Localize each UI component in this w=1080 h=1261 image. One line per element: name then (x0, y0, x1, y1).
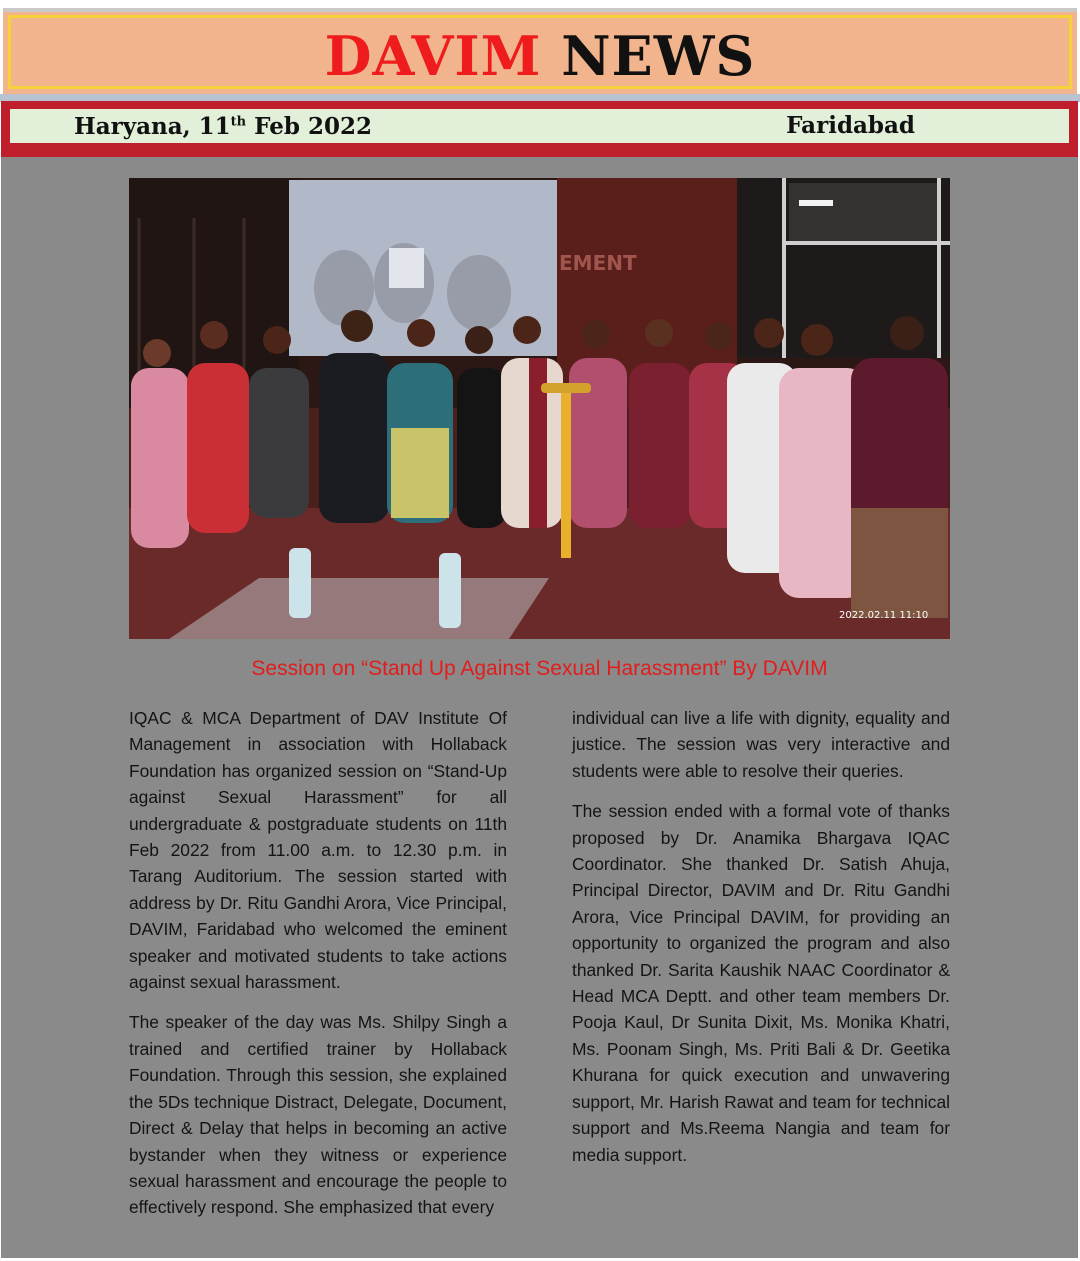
photo-timestamp: 2022.02.11 11:10 (839, 610, 929, 621)
article-column-right (572, 705, 950, 1182)
title-davim: DAVIM (324, 24, 542, 88)
dateline-place: Haryana, 11 (74, 113, 231, 140)
article-body (1, 157, 1078, 1258)
dateline-inner (10, 109, 1069, 143)
projector-word: EMENT (559, 251, 637, 275)
dateline-date (74, 113, 372, 140)
newsletter-title (11, 26, 1069, 86)
article-paragraph: The session ended with a formal vote of thanks proposed by Dr. Anamika Bhargava IQAC Coordinator. She thanked Dr. Satish Ahuja, Principal Director, DAVIM and Dr. Ritu Gandhi Arora, Vice Principal DAVIM, for providing an opportunity to organized the program and also thanked Dr. Sarita Kaushik NAAC Coordinator & Head MCA Deptt. and other team members Dr. Pooja Kaul, Dr Sunita Dixit, Ms. Monika Khatri, Ms. Poonam Singh, Ms. Priti Bali & Dr. Geetika Khurana for quick execution and unwavering support, Mr. Harish Rawat and team for technical support and Ms.Reema Nangia and team for media support. (572, 801, 950, 1165)
event-photo (129, 178, 950, 639)
masthead-frame (8, 15, 1072, 89)
article-column-left (129, 705, 507, 1235)
article-headline: Session on “Stand Up Against Sexual Harassment” By DAVIM (251, 657, 828, 680)
article-paragraph: individual can live a life with dignity, equality and justice. The session was very interactive and students were able to resolve their queries. (572, 708, 950, 781)
article-paragraph: IQAC & MCA Department of DAV Institute Of Management in association with Hollaback Foundation has organized session on “Stand-Up against Sexual Harassment” for all undergraduate & postgraduate students on 11th Feb 2022 from 11.00 a.m. to 12.30 p.m. in Tarang Auditorium. The session started with address by Dr. Ritu Gandhi Arora, Vice Principal, DAVIM, Faridabad who welcomed the eminent speaker and motivated students to take actions against sexual harassment. (129, 708, 507, 993)
dateline-date-suffix: th (230, 114, 247, 130)
dateline-city: Faridabad (786, 112, 915, 139)
dateline-bar (1, 101, 1078, 157)
article-paragraph: The speaker of the day was Ms. Shilpy Singh a trained and certified trainer by Hollaback Foundation. Through this session, she explained the 5Ds technique Distract, Delegate, Document, Direct & Delay that helps in becoming an active bystander when they witness or experience sexual harassment and encourage the people to effectively respond. She emphasized that every (129, 1012, 507, 1218)
dateline-date-rest: Feb 2022 (246, 113, 372, 140)
title-news: NEWS (561, 24, 756, 88)
masthead (3, 8, 1077, 94)
